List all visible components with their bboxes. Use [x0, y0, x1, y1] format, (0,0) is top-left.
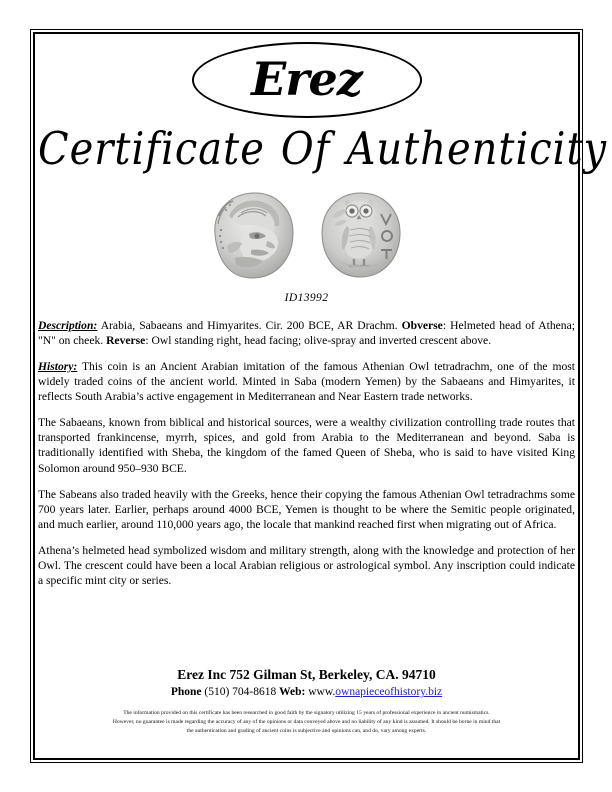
body-paragraph-3: Athena’s helmeted head symbolized wisdom and military strength, along with the knowledge and protection of her Owl. The crescent could have been a local Arabian religious or astrological symbol. Any inscription could indicate a specific mint city or series.: [38, 543, 575, 587]
description-label: Description:: [38, 319, 98, 332]
body-paragraph-1: The Sabaeans, known from biblical and historical sources, were a wealthy civilization controlling trade routes that transported frankincense, myrrh, spices, and gold from Arabia to the Mediterranean and beyond. Saba is traditionally identified with Sheba, the kingdom of the famed Queen of Sheba, who is said to have visited King Solomon around 950–930 BCE.: [38, 416, 575, 475]
company-address: Erez Inc 752 Gilman St, Berkeley, CA. 94710: [177, 667, 436, 683]
body-paragraph-2: The Sabeans also traded heavily with the Greeks, hence their copying the famous Athenian Owl tetradrachms some 700 years later. Earlier, perhaps around 4000 BCE, Yemen is thought to be where the Semitic people originated, and much earlier, around 110,000 years ago, the locale that mankind reached first when migrating out of Africa.: [38, 487, 575, 531]
coin-images: [38, 186, 575, 286]
coin-obverse-athena-icon: [205, 186, 301, 284]
description-reverse-label: Reverse: [106, 334, 146, 348]
phone-number: (510) 704-8618: [204, 686, 277, 699]
certificate-body: [38, 318, 575, 588]
contact-line: [38, 685, 575, 701]
logo-text: Erez: [251, 52, 362, 107]
description-paragraph: [38, 318, 575, 348]
web-label: Web:: [279, 686, 306, 699]
disclaimer-text: [38, 709, 575, 736]
certificate-content: [38, 34, 608, 758]
history-label: History:: [38, 360, 78, 374]
coin-id-label: ID13992: [284, 292, 329, 304]
web-prefix: www.: [308, 686, 336, 699]
history-paragraph: [38, 359, 575, 404]
description-part-0: Arabia, Sabaeans and Himyarites. Cir. 200 BCE, AR Drachm.: [97, 319, 402, 332]
logo-oval-shape: [192, 42, 422, 118]
brand-logo: [38, 42, 575, 120]
page-title: [38, 123, 608, 176]
description-obverse-label: Obverse: [401, 319, 443, 332]
disclaimer-line-2: However, no guarantee is made regarding the accuracy of any of the opinions or data conveyed above and no liability of any kind is assumed. It should be borne in mind that: [112, 718, 501, 725]
phone-label: Phone: [170, 686, 202, 699]
website-link[interactable]: ownapieceofhistory.biz: [335, 686, 443, 699]
history-text: This coin is an Ancient Arabian imitation of the famous Athenian Owl tetradrachm, one of the most widely traded coins of the ancient world. Minted in Saba (modern Yemen) by the Sabaeans and Himyarites, it reflects South Arabia’s active engagement in Mediterranean and Near Eastern trade networks.: [38, 360, 575, 404]
certificate-footer: [38, 667, 575, 736]
disclaimer-line-1: The information provided on this certificate has been researched in good faith by the signatory utilizing 15 years of professional experience in ancient numismatics.: [123, 709, 490, 716]
disclaimer-line-3: the authentication and grading of ancient coins is subjective and opinions can, and do, vary among experts.: [186, 727, 427, 734]
coin-reverse-owl-icon: [313, 186, 409, 284]
description-part-2: : Helmeted head of Athena; "N" on cheek.: [38, 319, 575, 348]
page-title-text: Certificate Of Authenticity: [38, 123, 608, 176]
description-part-4: : Owl standing right, head facing; olive-spray and inverted crescent above.: [145, 334, 492, 348]
